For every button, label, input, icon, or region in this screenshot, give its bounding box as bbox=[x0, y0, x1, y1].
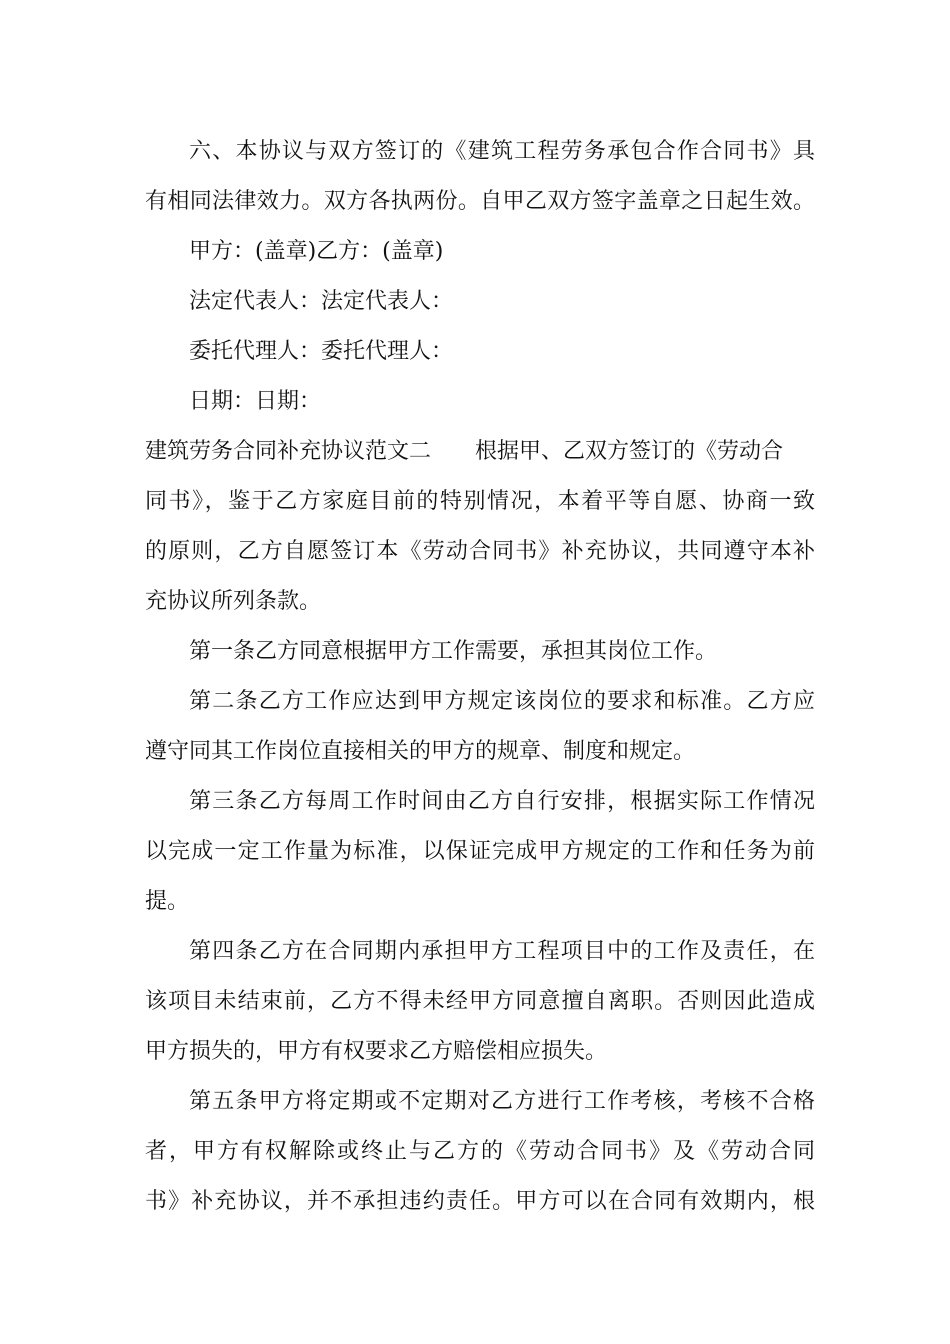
signature-party-line: 甲方：(盖章)乙方：(盖章) bbox=[189, 239, 444, 264]
section-heading: 建筑劳务合同补充协议范文二 bbox=[145, 439, 432, 464]
signature-representative-line: 法定代表人：法定代表人： bbox=[189, 289, 454, 314]
article-5-line-3: 书》补充协议，并不承担违约责任。甲方可以在合同有效期内，根 bbox=[145, 1189, 815, 1214]
section-heading-line bbox=[145, 437, 815, 467]
article-4-line-2: 该项目未结束前，乙方不得未经甲方同意擅自离职。否则因此造成 bbox=[145, 989, 815, 1014]
article-1-line-1: 第一条乙方同意根据甲方工作需要，承担其岗位工作。 bbox=[189, 639, 718, 664]
signature-date-line: 日期：日期： bbox=[189, 389, 322, 414]
clause-6-line-1: 六、本协议与双方签订的《建筑工程劳务承包合作合同书》具 bbox=[189, 139, 815, 164]
article-3-line-3: 提。 bbox=[145, 889, 190, 914]
article-2-line-1: 第二条乙方工作应达到甲方规定该岗位的要求和标准。乙方应 bbox=[189, 689, 815, 714]
article-2-line-2: 遵守同其工作岗位直接相关的甲方的规章、制度和规定。 bbox=[145, 739, 696, 764]
article-3-line-2: 以完成一定工作量为标准，以保证完成甲方规定的工作和任务为前 bbox=[145, 839, 815, 864]
clause-6-line-2: 有相同法律效力。双方各执两份。自甲乙双方签字盖章之日起生效。 bbox=[145, 189, 815, 214]
signature-agent-line: 委托代理人：委托代理人： bbox=[189, 339, 454, 364]
preamble-line-4: 充协议所列条款。 bbox=[145, 589, 322, 614]
article-3-line-1: 第三条乙方每周工作时间由乙方自行安排，根据实际工作情况 bbox=[189, 789, 815, 814]
article-5-line-1: 第五条甲方将定期或不定期对乙方进行工作考核，考核不合格 bbox=[189, 1089, 815, 1114]
preamble-line-2: 同书》，鉴于乙方家庭目前的特别情况，本着平等自愿、协商一致 bbox=[145, 489, 815, 514]
article-4-line-3: 甲方损失的，甲方有权要求乙方赔偿相应损失。 bbox=[145, 1039, 608, 1064]
preamble-line-3: 的原则，乙方自愿签订本《劳动合同书》补充协议，共同遵守本补 bbox=[145, 539, 815, 564]
article-5-line-2: 者，甲方有权解除或终止与乙方的《劳动合同书》及《劳动合同 bbox=[145, 1139, 815, 1164]
article-4-line-1: 第四条乙方在合同期内承担甲方工程项目中的工作及责任，在 bbox=[189, 939, 815, 964]
preamble-line-1: 根据甲、乙双方签订的《劳动合 bbox=[475, 439, 784, 464]
